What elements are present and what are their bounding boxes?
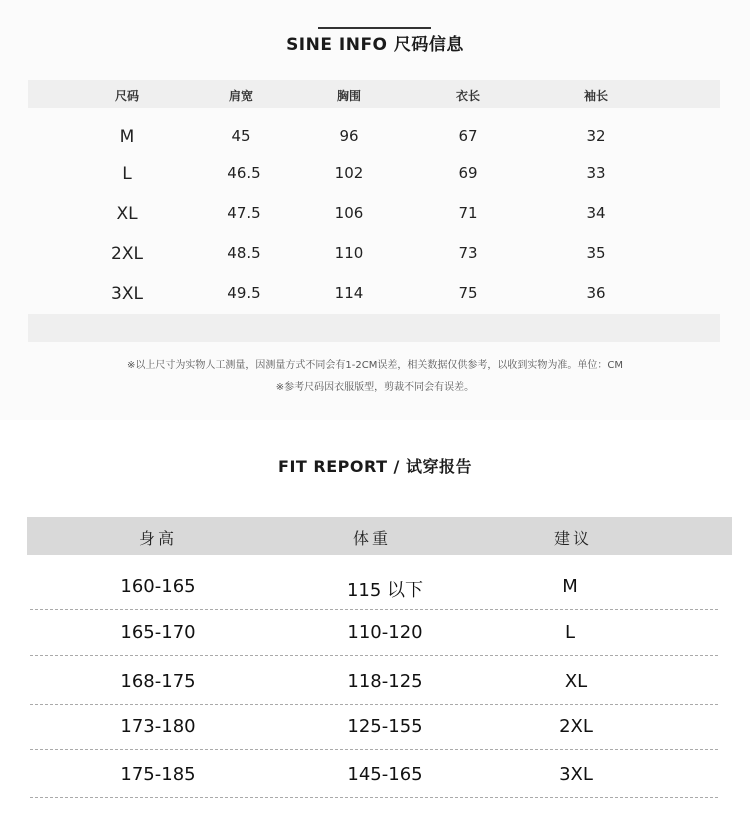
title-top-line: [318, 27, 431, 29]
height-cell: 160-165: [120, 576, 196, 597]
length-cell: 69: [458, 164, 478, 182]
table-row: [0, 275, 750, 313]
sleeve-cell: 32: [586, 127, 606, 145]
chest-cell: 106: [334, 204, 364, 222]
measurement-note: ※以上尺寸为实物人工测量，因测量方式不同会有1-2CM误差，相关数据仅供参考，以收到实物为准。单位：CM: [127, 360, 623, 371]
sleeve-cell: 34: [586, 204, 606, 222]
header-size: 尺码: [114, 89, 140, 103]
height-cell: 168-175: [120, 671, 196, 692]
table-row: [0, 195, 750, 233]
shoulder-cell: 48.5: [227, 244, 261, 262]
size-cell: 3XL: [111, 284, 143, 304]
table-row: [0, 752, 750, 798]
size-cell: M: [119, 127, 135, 147]
sleeve-cell: 35: [586, 244, 606, 262]
sleeve-cell: 36: [586, 284, 606, 302]
weight-cell: 145-165: [347, 764, 423, 785]
weight-cell: 110-120: [347, 622, 423, 643]
header-recommendation: 建议: [553, 529, 593, 548]
shoulder-cell: 46.5: [227, 164, 261, 182]
recommended-size-cell: XL: [564, 671, 588, 692]
recommended-size-cell: 3XL: [559, 764, 593, 785]
row-divider: [30, 749, 718, 750]
chest-cell: 96: [339, 127, 359, 145]
length-cell: 75: [458, 284, 478, 302]
shoulder-cell: 47.5: [227, 204, 261, 222]
chest-cell: 110: [334, 244, 364, 262]
height-cell: 175-185: [120, 764, 196, 785]
header-shoulder: 肩宽: [228, 89, 254, 103]
height-cell: 165-170: [120, 622, 196, 643]
size-reference-note: ※参考尺码因衣服版型，剪裁不同会有误差。: [275, 382, 475, 393]
recommended-size-cell: 2XL: [559, 716, 593, 737]
row-divider: [30, 797, 718, 798]
shoulder-cell: 45: [231, 127, 251, 145]
length-cell: 71: [458, 204, 478, 222]
size-cell: L: [122, 164, 132, 184]
chest-cell: 114: [334, 284, 364, 302]
table-row: [0, 118, 750, 156]
size-table-footer: [28, 314, 720, 342]
header-length: 衣长: [455, 89, 481, 103]
size-table-header: [28, 80, 720, 108]
height-cell: 173-180: [120, 716, 196, 737]
size-cell: XL: [116, 204, 138, 224]
size-cell: 2XL: [111, 244, 143, 264]
table-row: [0, 235, 750, 273]
weight-cell: 118-125: [347, 671, 423, 692]
weight-cell: 115 以下: [346, 580, 424, 601]
fit-report-title: FIT REPORT / 试穿报告: [278, 457, 472, 476]
size-info-title: SINE INFO 尺码信息: [286, 35, 464, 55]
table-row: [0, 564, 750, 610]
sleeve-cell: 33: [586, 164, 606, 182]
chest-cell: 102: [334, 164, 364, 182]
recommended-size-cell: M: [562, 576, 578, 597]
header-chest: 胸围: [336, 89, 362, 103]
header-weight: 体重: [352, 529, 392, 548]
length-cell: 67: [458, 127, 478, 145]
table-row: [0, 610, 750, 656]
header-sleeve: 袖长: [583, 89, 609, 103]
row-divider: [30, 655, 718, 656]
shoulder-cell: 49.5: [227, 284, 261, 302]
table-row: [0, 659, 750, 705]
fit-table-header: [27, 517, 732, 555]
weight-cell: 125-155: [347, 716, 423, 737]
table-row: [0, 704, 750, 750]
length-cell: 73: [458, 244, 478, 262]
table-row: [0, 155, 750, 193]
header-height: 身高: [138, 529, 178, 548]
recommended-size-cell: L: [564, 622, 576, 643]
